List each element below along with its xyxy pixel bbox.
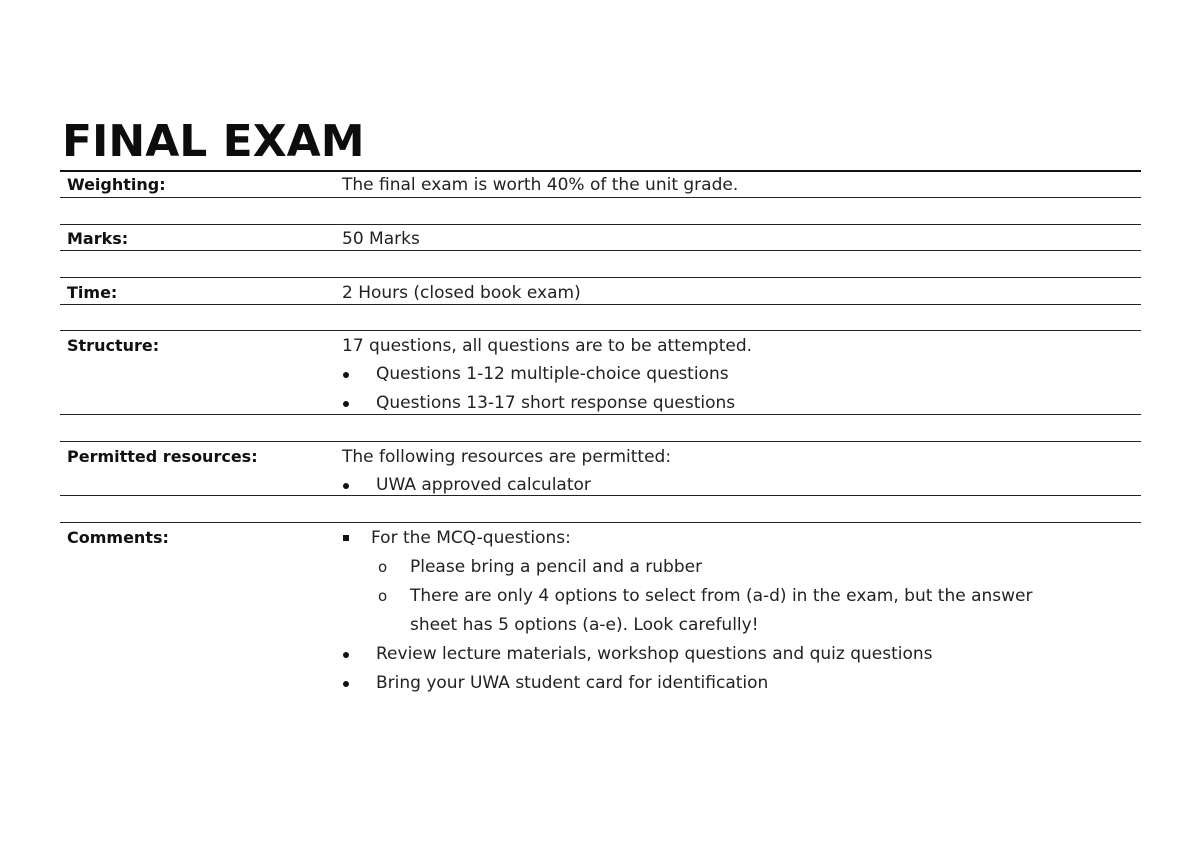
- row-divider: [60, 304, 1141, 305]
- bullet-icon: [343, 372, 349, 378]
- structure-label: Structure:: [67, 336, 160, 355]
- comments-label: Comments:: [67, 528, 169, 547]
- page-title: FINAL EXAM: [62, 116, 365, 167]
- row-divider: [60, 414, 1141, 415]
- bullet-icon: [343, 401, 349, 407]
- circle-bullet-icon: o: [378, 587, 388, 605]
- structure-value: 17 questions, all questions are to be attempted.: [342, 336, 753, 356]
- marks-value: 50 Marks: [342, 229, 420, 249]
- weighting-value: The final exam is worth 40% of the unit grade.: [342, 175, 739, 195]
- structure-bullet: Questions 13-17 short response questions: [376, 393, 736, 413]
- resources-bullet: UWA approved calculator: [376, 475, 591, 495]
- row-divider: [60, 277, 1141, 278]
- row-divider: [60, 197, 1141, 198]
- comments-sub-item: There are only 4 options to select from (a-d) in the exam, but the answer: [410, 586, 1033, 606]
- resources-label: Permitted resources:: [67, 447, 258, 466]
- structure-bullet: Questions 1-12 multiple-choice questions: [376, 364, 729, 384]
- bullet-icon: [343, 483, 349, 489]
- row-divider: [60, 250, 1141, 251]
- bullet-icon: [343, 652, 349, 658]
- time-value: 2 Hours (closed book exam): [342, 283, 581, 303]
- weighting-label: Weighting:: [67, 175, 166, 194]
- row-divider: [60, 330, 1141, 331]
- marks-label: Marks:: [67, 229, 129, 248]
- row-divider: [60, 441, 1141, 442]
- row-divider: [60, 224, 1141, 225]
- comments-sub-item-continued: sheet has 5 options (a-e). Look carefully!: [410, 615, 759, 635]
- time-label: Time:: [67, 283, 118, 302]
- bullet-icon: [343, 681, 349, 687]
- circle-bullet-icon: o: [378, 558, 388, 576]
- row-divider: [60, 522, 1141, 523]
- table-top-rule: [60, 170, 1141, 172]
- resources-value: The following resources are permitted:: [342, 447, 672, 467]
- comments-bullet: Review lecture materials, workshop questions and quiz questions: [376, 644, 933, 664]
- comments-square-item: For the MCQ-questions:: [371, 528, 571, 548]
- comments-bullet: Bring your UWA student card for identification: [376, 673, 769, 693]
- row-divider: [60, 495, 1141, 496]
- square-bullet-icon: [343, 535, 349, 541]
- comments-sub-item: Please bring a pencil and a rubber: [410, 557, 703, 577]
